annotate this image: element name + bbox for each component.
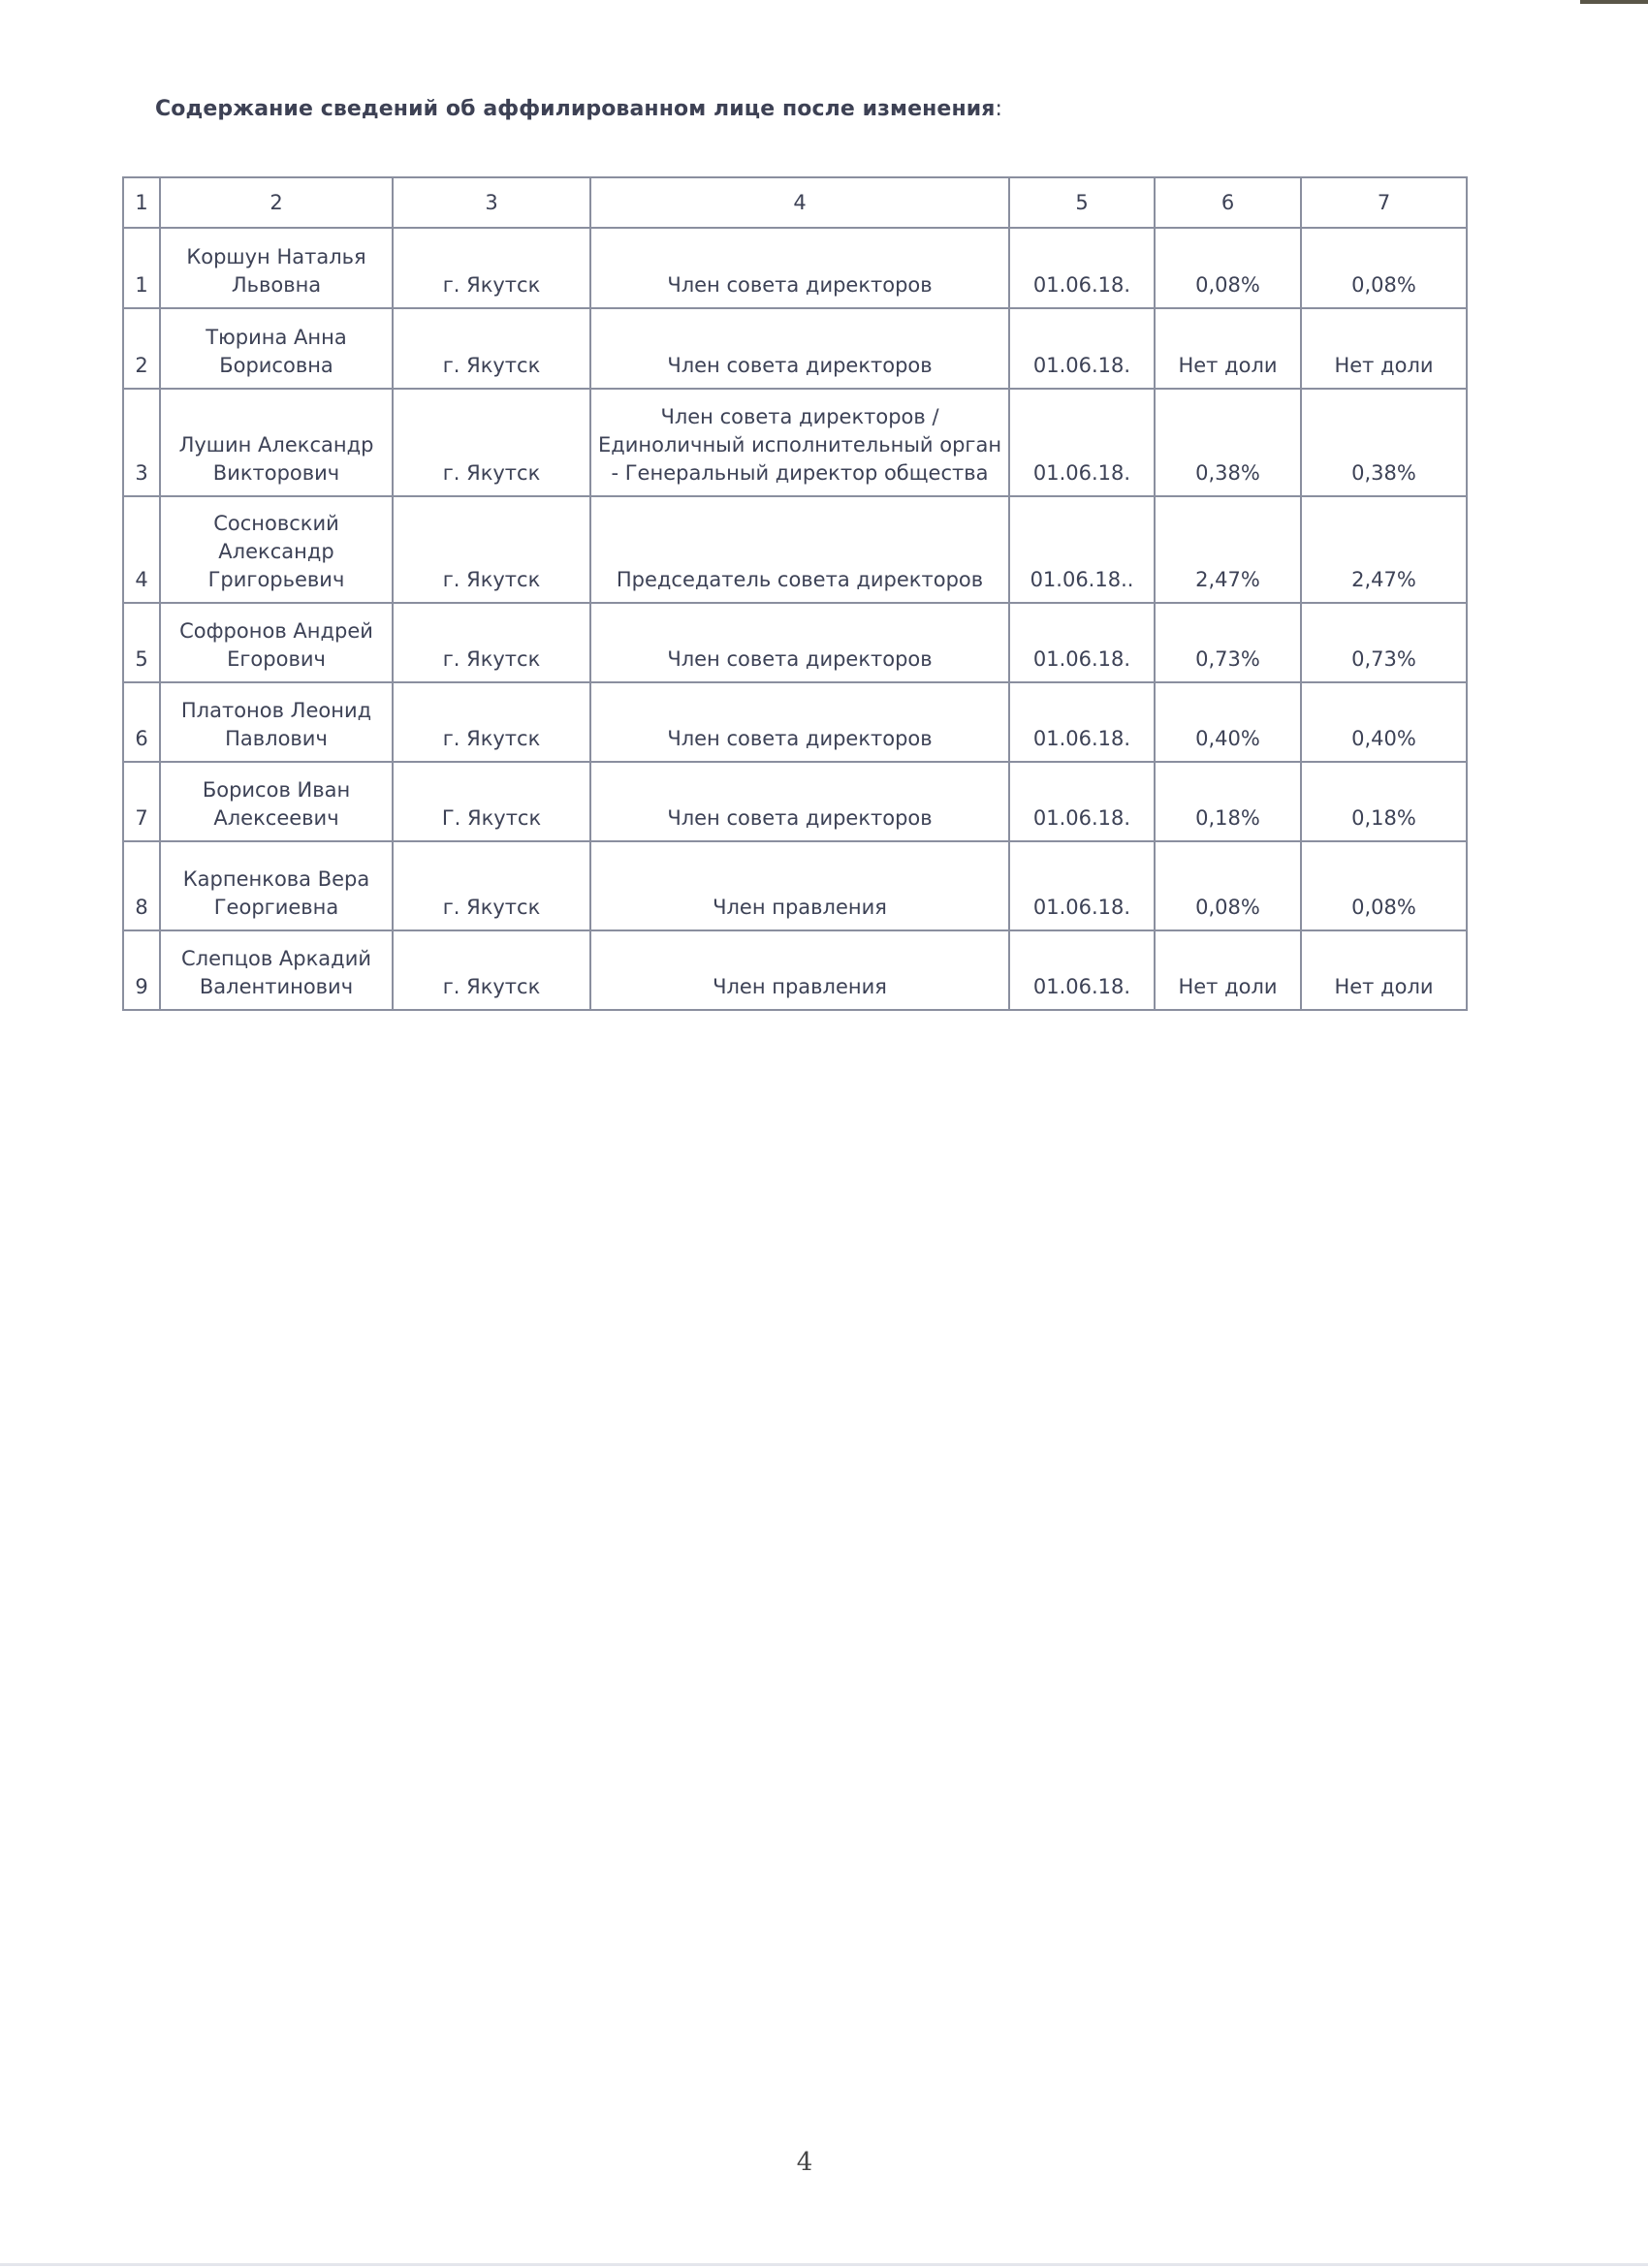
row-number: 8 — [123, 841, 160, 930]
affiliation-basis: Член совета директоров / Единоличный исполнительный орган - Генеральный директор общества — [590, 389, 1009, 496]
person-name: Лушин Александр Викторович — [160, 389, 393, 496]
page-number: 4 — [796, 2148, 813, 2177]
basis-date: 01.06.18. — [1009, 682, 1155, 762]
page-title: Содержание сведений об аффилированном лице после изменения: — [155, 97, 1003, 121]
share-stock: 2,47% — [1301, 496, 1467, 603]
share-capital: Нет доли — [1155, 930, 1301, 1010]
share-capital: 0,08% — [1155, 228, 1301, 308]
share-stock: 0,73% — [1301, 603, 1467, 682]
column-header: 2 — [160, 177, 393, 228]
table-row — [123, 682, 1467, 762]
share-capital: 0,40% — [1155, 682, 1301, 762]
location: г. Якутск — [393, 308, 590, 389]
share-capital: 0,08% — [1155, 841, 1301, 930]
table-row — [123, 841, 1467, 930]
share-capital: 0,18% — [1155, 762, 1301, 841]
location: г. Якутск — [393, 841, 590, 930]
basis-date: 01.06.18. — [1009, 603, 1155, 682]
location: г. Якутск — [393, 496, 590, 603]
column-header: 5 — [1009, 177, 1155, 228]
person-name: Платонов Леонид Павлович — [160, 682, 393, 762]
table-header-row — [123, 177, 1467, 228]
share-capital: 2,47% — [1155, 496, 1301, 603]
basis-date: 01.06.18. — [1009, 228, 1155, 308]
row-number: 5 — [123, 603, 160, 682]
person-name: Карпенкова Вера Георгиевна — [160, 841, 393, 930]
share-stock: 0,08% — [1301, 841, 1467, 930]
table-row — [123, 389, 1467, 496]
row-number: 1 — [123, 228, 160, 308]
affiliation-basis: Член правления — [590, 930, 1009, 1010]
affiliates-table — [122, 176, 1468, 1011]
row-number: 4 — [123, 496, 160, 603]
location: г. Якутск — [393, 930, 590, 1010]
basis-date: 01.06.18. — [1009, 762, 1155, 841]
affiliation-basis: Член совета директоров — [590, 762, 1009, 841]
column-header: 7 — [1301, 177, 1467, 228]
basis-date: 01.06.18.. — [1009, 496, 1155, 603]
table-row — [123, 228, 1467, 308]
column-header: 3 — [393, 177, 590, 228]
person-name: Сосновский Александр Григорьевич — [160, 496, 393, 603]
share-stock: 0,08% — [1301, 228, 1467, 308]
row-number: 9 — [123, 930, 160, 1010]
table-row — [123, 762, 1467, 841]
person-name: Софронов Андрей Егорович — [160, 603, 393, 682]
location: г. Якутск — [393, 389, 590, 496]
table-row — [123, 603, 1467, 682]
share-stock: Нет доли — [1301, 308, 1467, 389]
location: Г. Якутск — [393, 762, 590, 841]
basis-date: 01.06.18. — [1009, 930, 1155, 1010]
affiliation-basis: Член совета директоров — [590, 228, 1009, 308]
person-name: Коршун Наталья Львовна — [160, 228, 393, 308]
location: г. Якутск — [393, 603, 590, 682]
column-header: 4 — [590, 177, 1009, 228]
affiliation-basis: Член правления — [590, 841, 1009, 930]
person-name: Борисов Иван Алексеевич — [160, 762, 393, 841]
affiliation-basis: Член совета директоров — [590, 603, 1009, 682]
row-number: 7 — [123, 762, 160, 841]
scan-edge-bottom — [0, 2263, 1648, 2266]
share-stock: 0,18% — [1301, 762, 1467, 841]
affiliation-basis: Член совета директоров — [590, 682, 1009, 762]
share-capital: 0,73% — [1155, 603, 1301, 682]
person-name: Слепцов Аркадий Валентинович — [160, 930, 393, 1010]
share-stock: Нет доли — [1301, 930, 1467, 1010]
share-capital: Нет доли — [1155, 308, 1301, 389]
person-name: Тюрина Анна Борисовна — [160, 308, 393, 389]
table-row — [123, 930, 1467, 1010]
table-row — [123, 308, 1467, 389]
table-row — [123, 496, 1467, 603]
scan-edge-top — [1580, 0, 1648, 4]
basis-date: 01.06.18. — [1009, 389, 1155, 496]
affiliation-basis: Член совета директоров — [590, 308, 1009, 389]
basis-date: 01.06.18. — [1009, 841, 1155, 930]
share-capital: 0,38% — [1155, 389, 1301, 496]
row-number: 6 — [123, 682, 160, 762]
location: г. Якутск — [393, 682, 590, 762]
share-stock: 0,38% — [1301, 389, 1467, 496]
location: г. Якутск — [393, 228, 590, 308]
affiliation-basis: Председатель совета директоров — [590, 496, 1009, 603]
column-header: 1 — [123, 177, 160, 228]
row-number: 3 — [123, 389, 160, 496]
column-header: 6 — [1155, 177, 1301, 228]
row-number: 2 — [123, 308, 160, 389]
share-stock: 0,40% — [1301, 682, 1467, 762]
basis-date: 01.06.18. — [1009, 308, 1155, 389]
